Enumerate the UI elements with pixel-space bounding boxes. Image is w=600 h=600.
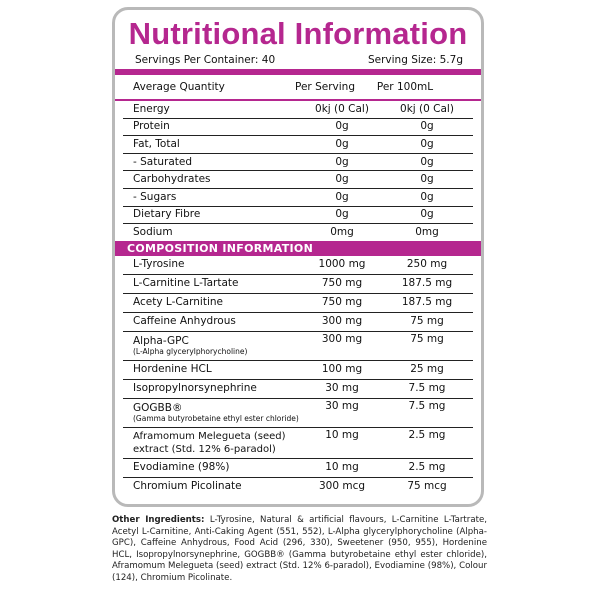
row-per-serving: 0g <box>303 206 381 224</box>
row-per-100ml: 0g <box>381 171 473 189</box>
row-per-100ml: 75 mcg <box>407 480 447 493</box>
col-per-100ml: Per 100mL <box>376 81 434 93</box>
row-per-100ml: 187.5 mg <box>381 274 473 293</box>
row-label: Evodiamine (98%) <box>123 458 303 477</box>
row-label: Hordenine HCL <box>123 360 303 379</box>
row-per-100ml: 7.5 mg <box>381 398 473 427</box>
row-label: Dietary Fibre <box>123 206 303 224</box>
table-row <box>123 331 473 360</box>
composition-table <box>123 256 473 496</box>
table-row <box>123 118 473 136</box>
row-per-100ml: 75 mg <box>381 331 473 360</box>
nutrition-panel <box>112 7 484 507</box>
table-row <box>123 293 473 312</box>
table-row <box>123 224 473 241</box>
row-per-serving: 0g <box>303 153 381 171</box>
row-label-main: Alpha-GPC <box>133 335 189 348</box>
table-row <box>123 101 473 118</box>
panel-title: Nutritional Information <box>128 16 468 51</box>
table-row <box>123 153 473 171</box>
row-label: Sodium <box>133 225 173 238</box>
row-label <box>123 331 303 360</box>
row-label-sub: (L-Alpha glycerylphorycholine) <box>133 347 248 357</box>
row-label: Caffeine Anhydrous <box>123 312 303 331</box>
row-per-serving: 0kj (0 Cal) <box>303 101 381 118</box>
row-per-100ml: 0g <box>381 153 473 171</box>
row-label: Aframomum Melegueta (seed) extract (Std. 12% 6-paradol) <box>123 427 303 458</box>
row-per-serving: 0g <box>303 136 381 154</box>
row-per-100ml: 75 mg <box>381 312 473 331</box>
row-label: Carbohydrates <box>123 171 303 189</box>
composition-header: COMPOSITION INFORMATION <box>115 241 481 256</box>
row-per-serving: 0g <box>303 171 381 189</box>
table-row <box>123 136 473 154</box>
servings-per-container: Servings Per Container: 40 <box>135 54 276 66</box>
row-label: Fat, Total <box>123 136 303 154</box>
row-label: - Saturated <box>123 153 303 171</box>
row-per-100ml: 0kj (0 Cal) <box>381 101 473 118</box>
row-per-serving: 300 mg <box>303 312 381 331</box>
row-per-serving: 30 mg <box>303 398 381 427</box>
table-row <box>123 256 473 275</box>
row-label: Acety L-Carnitine <box>123 293 303 312</box>
table-row <box>123 427 473 458</box>
row-label: Chromium Picolinate <box>133 480 242 493</box>
row-label: Isopropylnorsynephrine <box>123 379 303 398</box>
row-per-serving: 0mg <box>330 225 354 238</box>
table-row <box>123 171 473 189</box>
row-label: L-Carnitine L-Tartate <box>123 274 303 293</box>
table-row <box>123 379 473 398</box>
row-label <box>123 398 303 427</box>
row-per-serving: 0g <box>303 118 381 136</box>
row-per-serving: 750 mg <box>303 293 381 312</box>
row-per-serving: 0g <box>303 188 381 206</box>
row-per-serving: 100 mg <box>303 360 381 379</box>
row-per-100ml: 25 mg <box>381 360 473 379</box>
row-per-serving: 30 mg <box>303 379 381 398</box>
table-row <box>123 458 473 477</box>
row-per-100ml: 187.5 mg <box>381 293 473 312</box>
row-per-serving: 10 mg <box>303 458 381 477</box>
row-per-100ml: 0g <box>381 118 473 136</box>
row-per-100ml: 2.5 mg <box>381 427 473 458</box>
row-per-serving: 300 mcg <box>318 480 366 493</box>
table-row <box>123 398 473 427</box>
servings-row <box>123 52 473 69</box>
row-per-100ml: 250 mg <box>381 256 473 275</box>
other-ingredients-label: Other Ingredients: <box>112 515 205 525</box>
table-row <box>123 206 473 224</box>
row-per-100ml: 7.5 mg <box>381 379 473 398</box>
table-row <box>123 188 473 206</box>
row-per-serving: 10 mg <box>303 427 381 458</box>
col-per-serving: Per Serving <box>295 81 355 93</box>
row-per-100ml: 0g <box>381 136 473 154</box>
table-row <box>123 274 473 293</box>
row-label: Protein <box>123 118 303 136</box>
table-row <box>123 360 473 379</box>
row-per-serving: 300 mg <box>303 331 381 360</box>
row-per-100ml: 0g <box>381 206 473 224</box>
col-average-quantity: Average Quantity <box>133 81 225 93</box>
row-label: Energy <box>123 101 303 118</box>
row-per-serving: 1000 mg <box>303 256 381 275</box>
row-per-100ml: 0mg <box>415 225 439 238</box>
row-label: - Sugars <box>123 188 303 206</box>
table-row <box>123 312 473 331</box>
serving-size: Serving Size: 5.7g <box>367 54 463 66</box>
row-label-main: GOGBB® <box>133 402 183 415</box>
table-row <box>123 477 473 496</box>
other-ingredients-text: L-Tyrosine, Natural & artificial flavours, L-Carnitine L-Tartrate, Acetyl L-Carnitine, Anti-Caking Agent (551, 552), L-Alpha glycerylphorycholine (Alpha-GPC), Caffeine Anhydrous, Food Acid (296, 330), Sweetener (950, 955), Hordenine HCL, Isopropylnorsynephrine, GOGBB® (Gamma butyrobetaine ethyl ester chloride), Aframomum Melegueta (seed) extract (Std. 12% 6-paradol), Evodiamine (98%), Colour (124), Chromium Picolinate. <box>112 515 487 583</box>
nutrition-table <box>123 101 473 241</box>
row-per-serving: 750 mg <box>303 274 381 293</box>
row-per-100ml: 2.5 mg <box>381 458 473 477</box>
row-label-sub: (Gamma butyrobetaine ethyl ester chloride) <box>133 414 299 424</box>
row-label: L-Tyrosine <box>123 256 303 275</box>
other-ingredients <box>112 515 487 585</box>
row-per-100ml: 0g <box>381 188 473 206</box>
column-header <box>123 75 473 99</box>
